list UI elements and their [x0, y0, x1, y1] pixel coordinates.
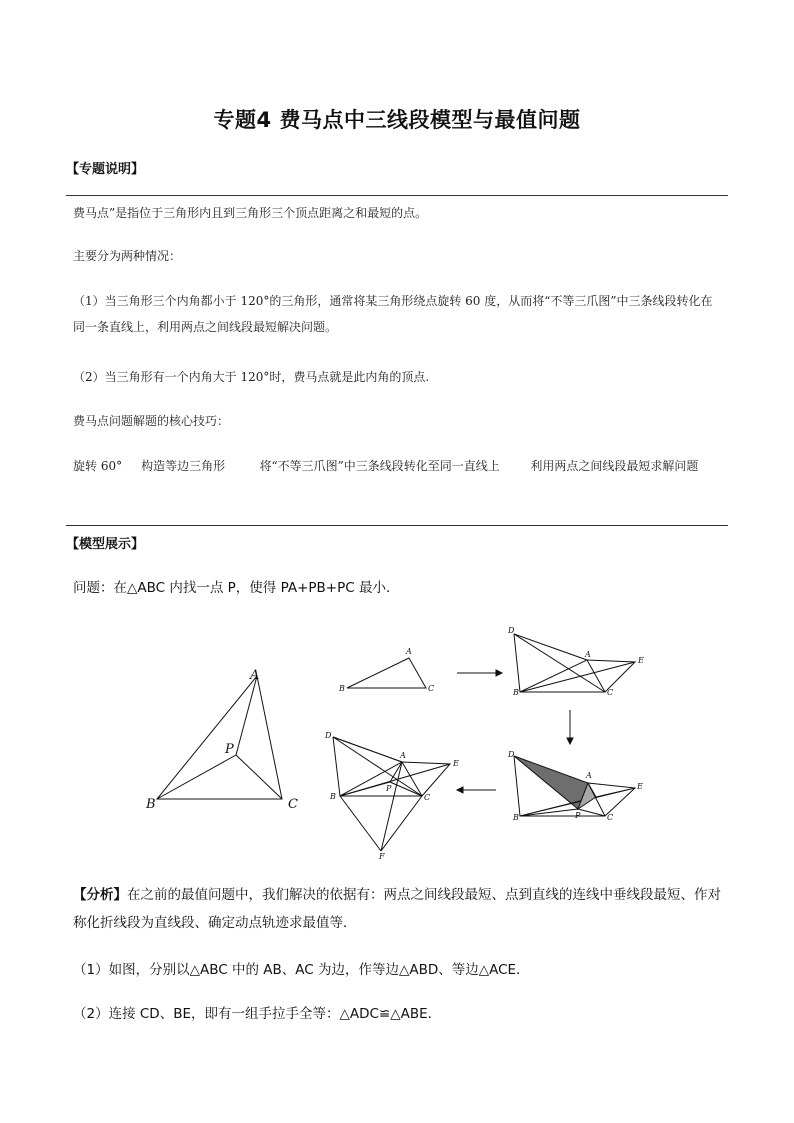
- label-F-step4: F: [379, 852, 385, 861]
- section-heading-explain: 【专题说明】: [66, 162, 145, 177]
- core-step-4: 利用两点之间线段最短求解问题: [530, 459, 699, 473]
- arrow-right-icon: [457, 670, 502, 676]
- label-P-step4: P: [386, 784, 392, 793]
- core-step-2: 构造等边三角形: [141, 459, 226, 473]
- divider-bottom: [66, 525, 728, 526]
- label-E-step3: E: [637, 782, 643, 791]
- label-D-step3: D: [508, 750, 515, 759]
- core-step-3: 将“不等三爪图”中三条线段转化至同一直线上: [259, 459, 500, 473]
- label-B-step1: B: [339, 684, 345, 693]
- explain-paragraph-2: 主要分为两种情况：: [73, 249, 182, 263]
- label-D-step2: D: [508, 626, 515, 635]
- label-C-step4: C: [424, 793, 431, 802]
- analysis-step-2: （2）连接 CD、BE，即有一组手拉手全等：△ADC≌△ABE．: [73, 1006, 442, 1022]
- label-B-step4: B: [330, 792, 336, 801]
- explain-paragraph-5: 费马点问题解题的核心技巧：: [73, 414, 230, 428]
- label-B-step2: B: [513, 688, 519, 697]
- analysis-step-1: （1）如图，分别以△ABC 中的 AB、AC 为边，作等边△ABD、等边△ACE．: [73, 962, 530, 978]
- label-P-main: P: [225, 742, 234, 757]
- analysis-heading: 【分析】: [73, 887, 127, 903]
- explain-paragraph-3: （1）当三角形三个内角都小于 120°的三角形，通常将某三角形绕点旋转 60 度，从而将“不等三爪图”中三条线段转化在同一条直线上，利用两点之间线段最短解决问题。: [73, 294, 713, 334]
- label-A-main: A: [250, 668, 260, 683]
- explain-paragraph-4: （2）当三角形有一个内角大于 120°时，费马点就是此内角的顶点.: [73, 370, 430, 384]
- divider-top: [66, 195, 728, 196]
- section-heading-model: 【模型展示】: [66, 537, 145, 552]
- core-step-1: 旋转 60°: [73, 459, 123, 473]
- label-A-step4: A: [400, 751, 406, 760]
- page-title: 专题4 费马点中三线段模型与最值问题: [213, 108, 581, 132]
- arrow-down-icon: [567, 710, 573, 744]
- label-B-main: B: [146, 797, 156, 812]
- step1-triangle: [347, 658, 426, 688]
- label-B-step3: B: [513, 813, 519, 822]
- label-A-step3: A: [586, 771, 592, 780]
- step4-figure: [333, 737, 450, 851]
- label-C-step3: C: [607, 813, 614, 822]
- label-C-step1: C: [428, 684, 435, 693]
- model-figure: [0, 610, 794, 865]
- label-E-step4: E: [453, 759, 459, 768]
- step3-figure: [514, 756, 635, 816]
- problem-statement: 问题：在△ABC 内找一点 P，使得 PA+PB+PC 最小．: [73, 580, 400, 596]
- label-A-step1: A: [406, 647, 412, 656]
- analysis-paragraph: [73, 881, 723, 937]
- label-C-step2: C: [607, 688, 614, 697]
- label-A-step2: A: [585, 650, 591, 659]
- label-E-step2: E: [638, 656, 644, 665]
- step2-figure: [514, 634, 635, 692]
- label-D-step4: D: [325, 731, 332, 740]
- arrow-left-icon: [457, 787, 496, 793]
- label-P-step3: P: [575, 811, 581, 820]
- explain-paragraph-1: 费马点”是指位于三角形内且到三角形三个顶点距离之和最短的点。: [73, 206, 428, 220]
- label-C-main: C: [288, 797, 298, 812]
- main-triangle: [157, 676, 282, 799]
- core-techniques: [73, 453, 723, 479]
- analysis-text-1: 在之前的最值问题中，我们解决的依据有：两点之间线段最短、点到直线的连线中垂线段最短、作对称化折线段为直线段、确定动点轨迹求最值等．: [73, 887, 721, 931]
